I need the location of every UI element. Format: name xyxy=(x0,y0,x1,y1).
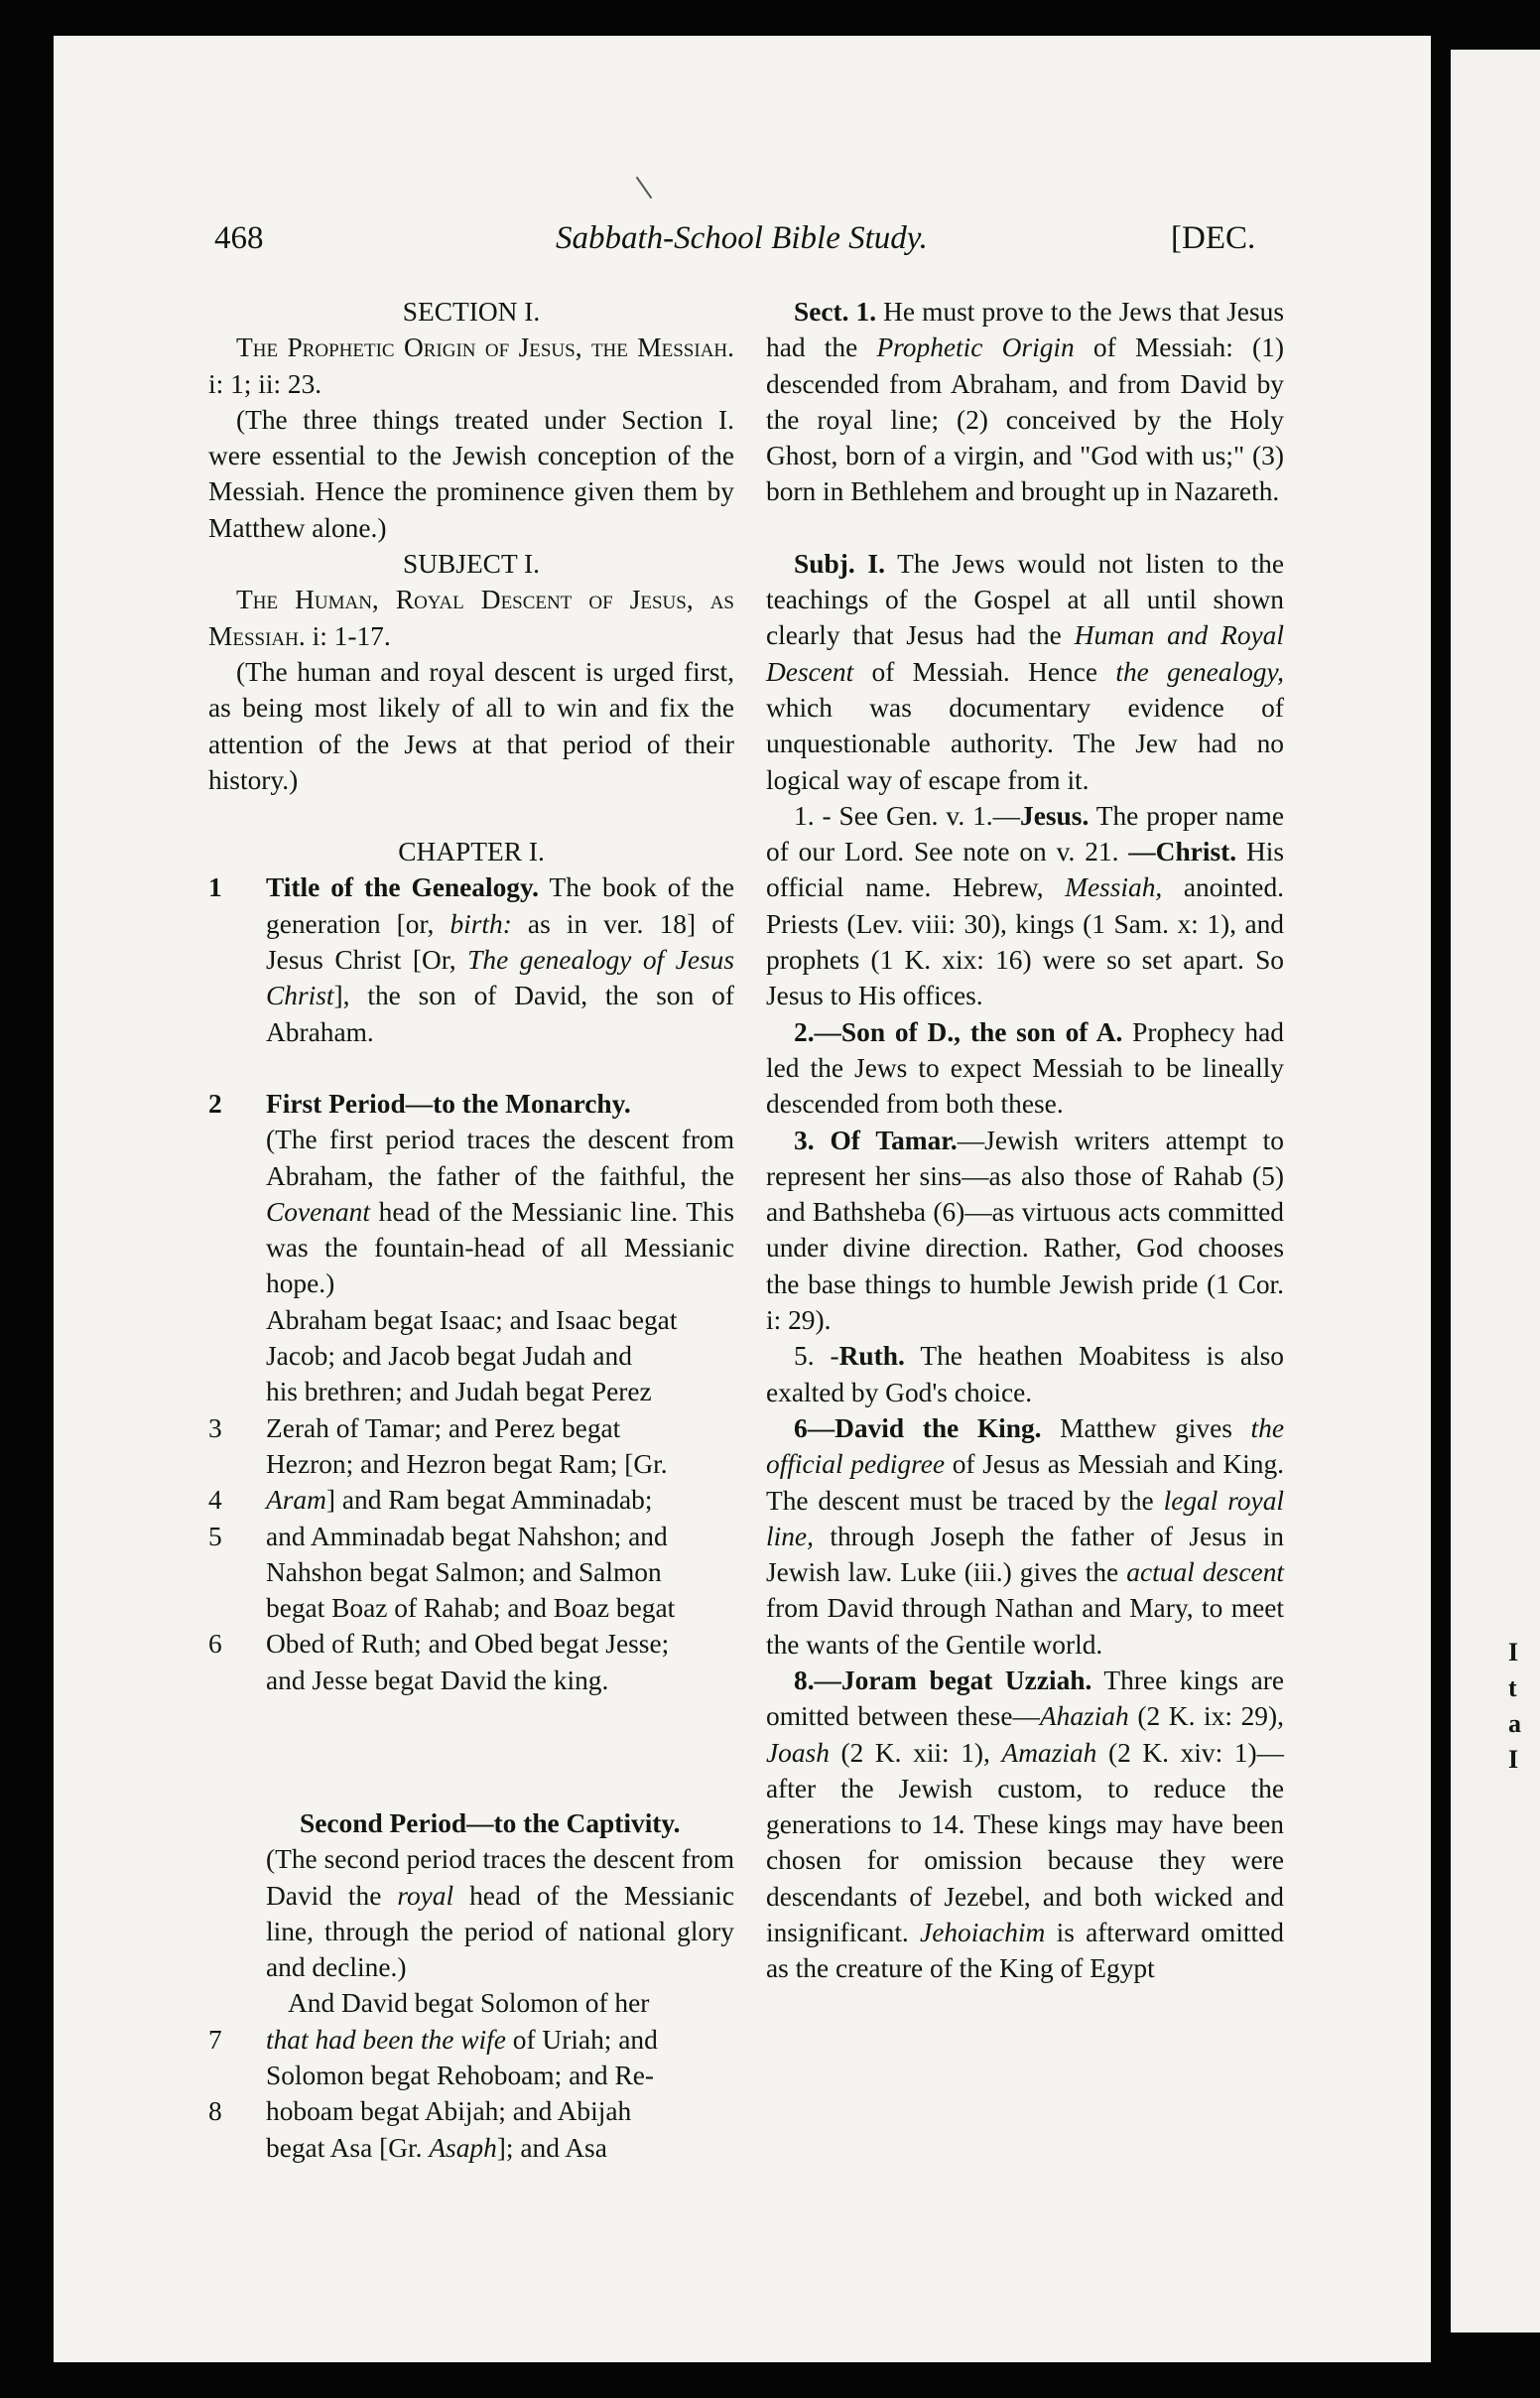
period-1-heading: 2 First Period—to the Monarchy. xyxy=(208,1086,734,1122)
note-section: Sect. 1. He must prove to the Jews that Jesus had the Prophetic Origin of Messiah: (1) descended from Abraham, and from David by the royal line; (2) conceived by the Holy Ghost, born of a virgin, and "God with us;" (3) born in Bethlehem and brought up in Nazareth. xyxy=(766,297,1284,507)
right-column xyxy=(766,294,1284,1987)
subject-note: (The human and royal descent is urged first, as being most likely of all to win and fix the attention of the Jews at that period of their history.) xyxy=(208,656,734,795)
section-title: The Prophetic Origin of Jesus, the Messiah. i: 1; ii: 23. xyxy=(208,333,734,399)
verse-1: 1 Title of the Genealogy. The book of the generation [or, birth: as in ver. 18] of Jesus Christ [Or, The genealogy of Jesus Christ], the son of David, the son of Abraham. xyxy=(208,869,734,1049)
genealogy-line: Solomon begat Rehoboam; and Re- xyxy=(266,2061,655,2091)
section-heading: SECTION I. xyxy=(402,297,541,327)
note-verse-2: 2.—Son of D., the son of A. Prophecy had led the Jews to expect Messiah to be lineally descended from both these. xyxy=(766,1016,1284,1120)
genealogy-line: Nahshon begat Salmon; and Salmon xyxy=(266,1556,662,1587)
adjacent-page-edge xyxy=(1451,50,1540,2332)
period-2-heading: Second Period—to the Captivity. xyxy=(300,1807,681,1838)
adjacent-text-fragment: I xyxy=(1508,1745,1519,1774)
genealogy-line: his brethren; and Judah begat Perez xyxy=(266,1377,652,1407)
genealogy-line: 8 hoboam begat Abijah; and Abijah xyxy=(208,2093,734,2129)
subject-title: The Human, Royal Descent of Jesus, as Messiah. i: 1-17. xyxy=(208,585,734,651)
genealogy-line: Hezron; and Hezron begat Ram; [Gr. xyxy=(266,1448,668,1479)
genealogy-line: And David begat Solomon of her xyxy=(288,1988,650,2019)
note-subject: Subj. I. The Jews would not listen to the teachings of the Gospel at all until shown clearly that Jesus had the Human and Royal Descent of Messiah. Hence the genealogy, which was documentary evidence of unquestionable authority. The Jew had no logical way of escape from it. xyxy=(766,548,1284,795)
verse-number: 1 xyxy=(208,872,222,903)
note-verse-3: 3. Of Tamar.—Jewish writers attempt to represent her sins—as also those of Rahab (5) and Bathsheba (6)—as virtuous acts committed under divine direction. Rather, God chooses the base things to humble Jewish pride (1 Cor. i: 29). xyxy=(766,1125,1284,1336)
note-verse-1: 1. - See Gen. v. 1.—Jesus. The proper name of our Lord. See note on v. 21. —Christ. His official name. Hebrew, Messiah, anointed. Priests (Lev. viii: 30), kings (1 Sam. x: 1), and prophets (1 K. xix: 16) were so set apart. So Jesus to His offices. xyxy=(766,800,1284,1011)
verse-number: 5 xyxy=(208,1521,222,1551)
verse-number: 3 xyxy=(208,1412,222,1443)
genealogy-line: 7 that had been the wife of Uriah; and xyxy=(208,2022,734,2058)
verse-number: 6 xyxy=(208,1629,222,1660)
verse-heading: Title of the Genealogy. xyxy=(266,872,540,903)
adjacent-text-fragment: I xyxy=(1508,1638,1519,1666)
verse-number: 7 xyxy=(208,2024,222,2055)
genealogy-line: begat Boaz of Rahab; and Boaz begat xyxy=(266,1593,676,1624)
verse-number: 4 xyxy=(208,1485,222,1516)
chapter-heading: CHAPTER I. xyxy=(398,837,545,867)
note-verse-5: 5. -Ruth. The heathen Moabitess is also exalted by God's choice. xyxy=(766,1341,1284,1407)
adjacent-text-fragment: t xyxy=(1508,1673,1517,1702)
genealogy-line: 5 and Amminadab begat Nahshon; and xyxy=(208,1519,734,1554)
note-verse-6: 6—David the King. Matthew gives the official pedigree of Jesus as Messiah and King. The descent must be traced by the legal royal line, through Joseph the father of Jesus in Jewish law. Luke (iii.) gives the actual descent from David through Nathan and Mary, to meet the wants of the Gentile world. xyxy=(766,1412,1285,1660)
adjacent-text-fragment: a xyxy=(1508,1709,1521,1738)
page-number: 468 xyxy=(214,220,264,256)
subject-heading: SUBJECT I. xyxy=(403,549,540,580)
running-title: Sabbath-School Bible Study. xyxy=(556,220,928,256)
running-month: [DEC. xyxy=(1171,220,1256,256)
verse-number: 8 xyxy=(208,2096,222,2127)
verse-number: 2 xyxy=(208,1088,222,1119)
period-1-note: (The first period traces the descent from Abraham, the father of the faithful, the Covenant head of the Messianic line. This was the fountain-head of all Messianic hope.) xyxy=(266,1125,734,1299)
section-note: (The three things treated under Section I. were essential to the Jewish conception of the Messiah. Hence the prominence given them by Matthew alone.) xyxy=(208,404,734,543)
genealogy-line: Abraham begat Isaac; and Isaac begat xyxy=(266,1304,678,1335)
genealogy-line: 6 Obed of Ruth; and Obed begat Jesse; xyxy=(208,1626,734,1662)
genealogy-line: and Jesse begat David the king. xyxy=(266,1665,609,1695)
note-verse-8: 8.—Joram begat Uzziah. Three kings are omitted between these—Ahaziah (2 K. ix: 29), Joash (2 K. xii: 1), Amaziah (2 K. xiv: 1)—after the Jewish custom, to reduce the generations to 14. These kings may have been chosen for omission because they were descendants of Jezebel, and both wicked and insignificant. Jehoiachim is afterward omitted as the creature of the King of Egypt xyxy=(766,1665,1285,1984)
genealogy-line: 3 Zerah of Tamar; and Perez begat xyxy=(208,1410,734,1446)
genealogy-line: begat Asa [Gr. Asaph]; and Asa xyxy=(266,2132,607,2163)
period-2-note: (The second period traces the descent from David the royal head of the Messianic line, through the period of national glory and decline.) xyxy=(266,1844,734,1983)
left-column xyxy=(208,294,734,2166)
genealogy-line: Jacob; and Jacob begat Judah and xyxy=(266,1341,632,1372)
genealogy-line: 4 Aram] and Ram begat Amminadab; xyxy=(208,1482,734,1518)
